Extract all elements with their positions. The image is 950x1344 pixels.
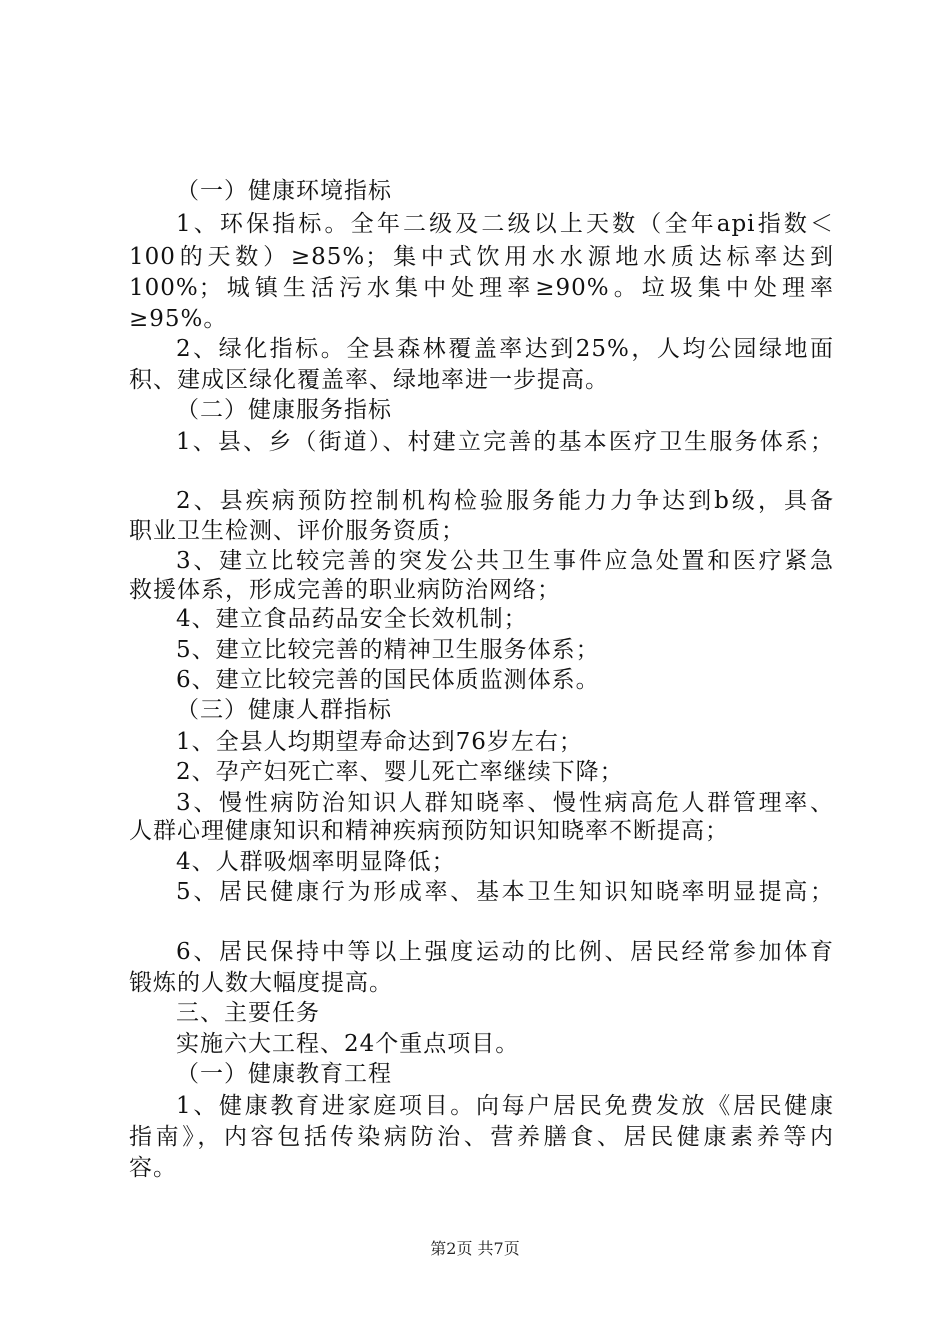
paragraph-line: 4、建立食品药品安全长效机制； xyxy=(176,606,528,632)
paragraph-line: 2、绿化指标。全县森林覆盖率达到25%，人均公园绿地面 xyxy=(176,336,834,362)
paragraph-line: 100的天数）≥85%；集中式饮用水水源地水质达标率达到 xyxy=(129,244,834,270)
paragraph-line: 实施六大工程、24个重点项目。 xyxy=(176,1031,520,1057)
paragraph-line: 6、建立比较完善的国民体质监测体系。 xyxy=(176,667,600,693)
paragraph-line: 3、慢性病防治知识人群知晓率、慢性病高危人群管理率、 xyxy=(176,790,834,816)
paragraph-line: 3、建立比较完善的突发公共卫生事件应急处置和医疗紧急 xyxy=(176,548,834,574)
paragraph-line: ≥95%。 xyxy=(129,306,228,332)
paragraph-line: 1、全县人均期望寿命达到76岁左右； xyxy=(176,729,583,755)
paragraph-line: 5、居民健康行为形成率、基本卫生知识知晓率明显提高； xyxy=(176,879,834,905)
section-heading: （二）健康服务指标 xyxy=(176,397,392,423)
paragraph-line: 5、建立比较完善的精神卫生服务体系； xyxy=(176,637,600,663)
paragraph-line: 人群心理健康知识和精神疾病预防知识知晓率不断提高； xyxy=(129,818,729,844)
page-number-footer: 第2页 共7页 xyxy=(430,1239,520,1258)
paragraph-line: 救援体系，形成完善的职业病防治网络； xyxy=(129,577,561,603)
paragraph-line: 4、人群吸烟率明显降低； xyxy=(176,849,456,875)
section-heading: （三）健康人群指标 xyxy=(176,697,392,723)
paragraph-line: 职业卫生检测、评价服务资质； xyxy=(129,518,465,544)
section-heading: （一）健康环境指标 xyxy=(176,178,392,204)
paragraph-line: 1、健康教育进家庭项目。向每户居民免费发放《居民健康 xyxy=(176,1093,834,1119)
paragraph-line: 积、建成区绿化覆盖率、绿地率进一步提高。 xyxy=(129,367,609,393)
paragraph-line: 2、孕产妇死亡率、婴儿死亡率继续下降； xyxy=(176,759,624,785)
paragraph-line: 1、环保指标。全年二级及二级以上天数（全年api指数＜ xyxy=(176,211,834,237)
paragraph-line: 容。 xyxy=(129,1155,177,1181)
section-heading: 三、主要任务 xyxy=(176,1000,320,1026)
paragraph-line: 100%；城镇生活污水集中处理率≥90%。垃圾集中处理率 xyxy=(129,275,834,301)
paragraph-line: 锻炼的人数大幅度提高。 xyxy=(129,970,393,996)
paragraph-line: 6、居民保持中等以上强度运动的比例、居民经常参加体育 xyxy=(176,939,834,965)
paragraph-line: 2、县疾病预防控制机构检验服务能力力争达到b级，具备 xyxy=(176,488,834,514)
paragraph-line: 指南》，内容包括传染病防治、营养膳食、居民健康素养等内 xyxy=(129,1124,834,1150)
paragraph-line: 1、县、乡（街道）、村建立完善的基本医疗卫生服务体系； xyxy=(176,429,834,455)
section-heading: （一）健康教育工程 xyxy=(176,1061,392,1087)
